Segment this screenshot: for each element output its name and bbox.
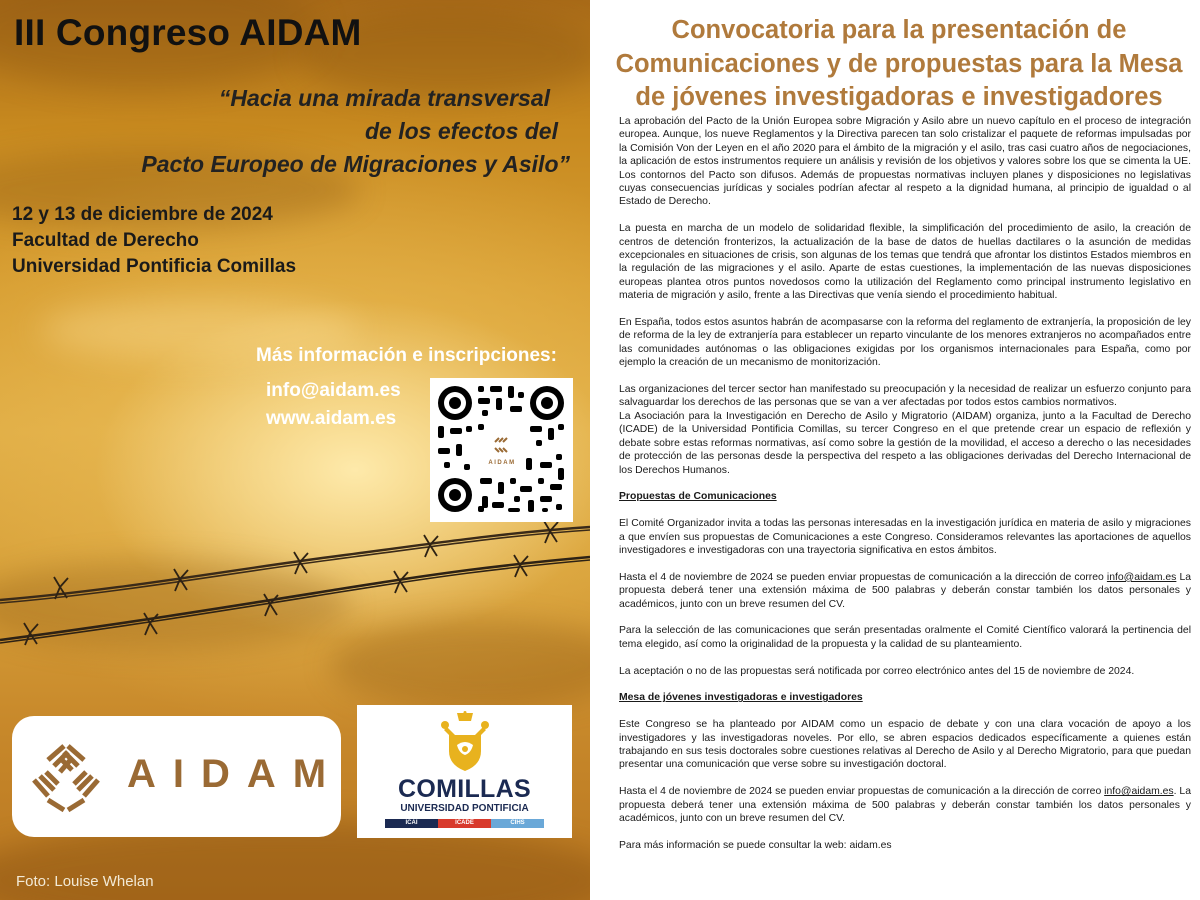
website-link[interactable]: www.aidam.es — [266, 408, 397, 429]
subtitle-line: de los efectos del — [364, 118, 558, 144]
subtitle-line: Pacto Europeo de Migraciones y Asilo” — [141, 151, 570, 177]
qr-center-label: AIDAM — [488, 460, 516, 466]
call-for-papers — [604, 0, 1194, 900]
comillas-crest-icon — [437, 711, 493, 773]
paragraph-more-info: Para más información se puede consultar la web: aidam.es — [619, 839, 892, 851]
photo-credit: Foto: Louise Whelan — [16, 873, 154, 890]
qr-code-image — [430, 378, 573, 522]
event-date: 12 y 13 de diciembre de 2024 — [12, 204, 273, 225]
paragraph-text: . La propuesta deberá tener una extensión máxima de 500 palabras y deberán constar también los datos personales y académicos, junto con un breve resumen del CV. — [619, 786, 1191, 824]
school-cihs: CIHS — [491, 819, 544, 828]
email-link-body[interactable]: info@aidam.es — [1104, 786, 1174, 798]
title-line: de jóvenes investigadoras e investigadores — [635, 83, 1163, 111]
section-heading-young-researchers: Mesa de jóvenes investigadoras e investigadores — [619, 692, 863, 704]
email-link-body[interactable]: info@aidam.es — [1106, 571, 1177, 583]
section-heading-communications: Propuestas de Comunicaciones — [619, 491, 777, 503]
comillas-wordmark: COMILLAS — [398, 775, 531, 803]
aidam-symbol-icon — [30, 742, 102, 814]
event-venue: Facultad de Derecho — [12, 230, 199, 251]
comillas-school-bars — [385, 819, 544, 828]
subtitle-line: “Hacia una mirada transversal — [218, 85, 550, 111]
school-icade: ICADE — [438, 819, 491, 828]
aidam-wordmark: AIDAM — [127, 752, 344, 796]
congress-poster — [0, 0, 590, 900]
title-line: Convocatoria para la presentación de — [671, 16, 1127, 44]
congress-title: III Congreso AIDAM — [14, 12, 362, 53]
paragraph: En España, todos estos asuntos habrán de acompasarse con la reforma del reglamento de extranjería, la proposición de ley de reforma de la ley de extranjería para establecer un reparto vinculante de los menores extranjeros no acompañados entre las comunidades autónomas o las obligaciones exigidas por los organismos internacionales para España, como por ejemplo la creación de un mecanismo de monitorización. — [619, 317, 1191, 369]
paragraph-text: Hasta el 4 de noviembre de 2024 se pueden enviar propuestas de comunicación a la dirección de correo — [619, 571, 1107, 583]
comillas-logo — [357, 705, 572, 838]
paragraph-text: Hasta el 4 de noviembre de 2024 se pueden enviar propuestas de comunicación a la dirección de correo — [619, 786, 1105, 798]
paragraph: La aprobación del Pacto de la Unión Europea sobre Migración y Asilo abre un nuevo capítulo en el proceso de integración europea. Aunque, los nueve Reglamentos y la Directiva parecen tan solo cristalizar el paquete de reformas impulsadas por la Comisión Von der Leyen en el año 2020 para el ámbito de la migración y el asilo, tras casi cuatro años de negociaciones, la aplicación de estos instrumentos requiere un análisis y revisión de los objetivos y valores sobre los que se cimenta la UE. Los contornos del Pacto son difusos. Además de propuestas normativas incluyen planes y disposiciones no legislativas cuyas consecuencias jurídicas y sociales podrían afectar al respeto a la dignidad humana, al principio de igualdad o al Estado de Derecho. — [619, 116, 1191, 208]
paragraph: Para la selección de las comunicaciones que serán presentadas oralmente el Comité Científico valorará la pertinencia del tema elegido, así como la originalidad de la propuesta y la calidad de su planteamiento. — [619, 625, 1191, 650]
event-details — [12, 202, 296, 280]
event-university: Universidad Pontificia Comillas — [12, 256, 297, 277]
paragraph: Este Congreso se ha planteado por AIDAM como un espacio de debate y con una clara vocación de apoyo a los investigadores y las investigadoras noveles. Por ello, se abren espacios dedicados específicamente a quienes están trabajando en sus tesis doctorales sobre cuestiones relativas al Derecho de Asilo y al Derecho Migratorio, para que puedan presentar una comunicación que verse sobre su investigación doctoral. — [619, 719, 1191, 771]
paragraph: La puesta en marcha de un modelo de solidaridad flexible, la simplificación del procedimiento de asilo, la creación de centros de detención fronterizos, la actualización de la base de datos de huellas dactilares o la asunción de medidas excepcionales en situaciones de crisis, son algunas de los temas que tendrá que afrontar los distintos Estados miembros en la regulación de las migraciones y el asilo. Aparte de estas cuestiones, la implementación de las nuevas disposiciones europeas plantea otros puntos novedosos como la utilización del Reglamento como principal instrumento legislativo en materia de migración y asilo, frente a las Directivas que venía siendo el procedimiento habitual. — [619, 223, 1191, 302]
comillas-subtitle: UNIVERSIDAD PONTIFICIA — [400, 803, 529, 814]
barbed-wire-image — [0, 505, 590, 665]
paragraph: Las organizaciones del tercer sector han manifestado su preocupación y la necesidad de realizar un esfuerzo conjunto para salvaguardar los derechos de las personas que se van a ver afectadas por todos estos cambios normativos. — [619, 384, 1191, 409]
paragraph-text: La propuesta deberá tener una extensión máxima de 500 palabras y deberán constar también los datos personales y académicos, junto con un breve resumen del CV. — [619, 571, 1192, 610]
more-info-heading: Más información e inscripciones: — [256, 345, 557, 366]
school-icai: ICAI — [385, 819, 438, 828]
email-link[interactable]: info@aidam.es — [266, 380, 401, 401]
paragraph-deadline — [619, 571, 1191, 611]
paragraph: La Asociación para la Investigación en Derecho de Asilo y Migratorio (AIDAM) organiza, junto a la Facultad de Derecho (ICADE) de la Universidad Pontificia Comillas, su tercer Congreso en el que pretende crear un espacio de reflexión y debate sobre estas reformas normativas, así como sobre la gestión de la movilidad, el acceso a derecho o las necesidades de protección de las personas desde la perspectiva del respeto a las obligaciones derivadas del Derecho Internacional de los Derechos Humanos. — [619, 410, 1191, 476]
aidam-logo — [12, 716, 344, 837]
paragraph: El Comité Organizador invita a todas las personas interesadas en la investigación jurídica en materia de asilo y migraciones a que envíen sus propuestas de Comunicaciones a este Congreso. Consideramos relevantes las aportaciones de aquellos investigadores e investigadoras con una trayectoria significativa en estos ámbitos. — [619, 518, 1191, 556]
document-body — [619, 115, 1191, 866]
congress-subtitle — [10, 82, 570, 181]
paragraph: La aceptación o no de las propuestas será notificada por correo electrónico antes del 15 de noviembre de 2024. — [619, 665, 1135, 677]
paragraph-deadline — [619, 785, 1191, 825]
document-title — [604, 14, 1194, 115]
title-line: Comunicaciones y de propuestas para la Mesa — [615, 49, 1183, 78]
qr-code[interactable] — [430, 378, 573, 522]
